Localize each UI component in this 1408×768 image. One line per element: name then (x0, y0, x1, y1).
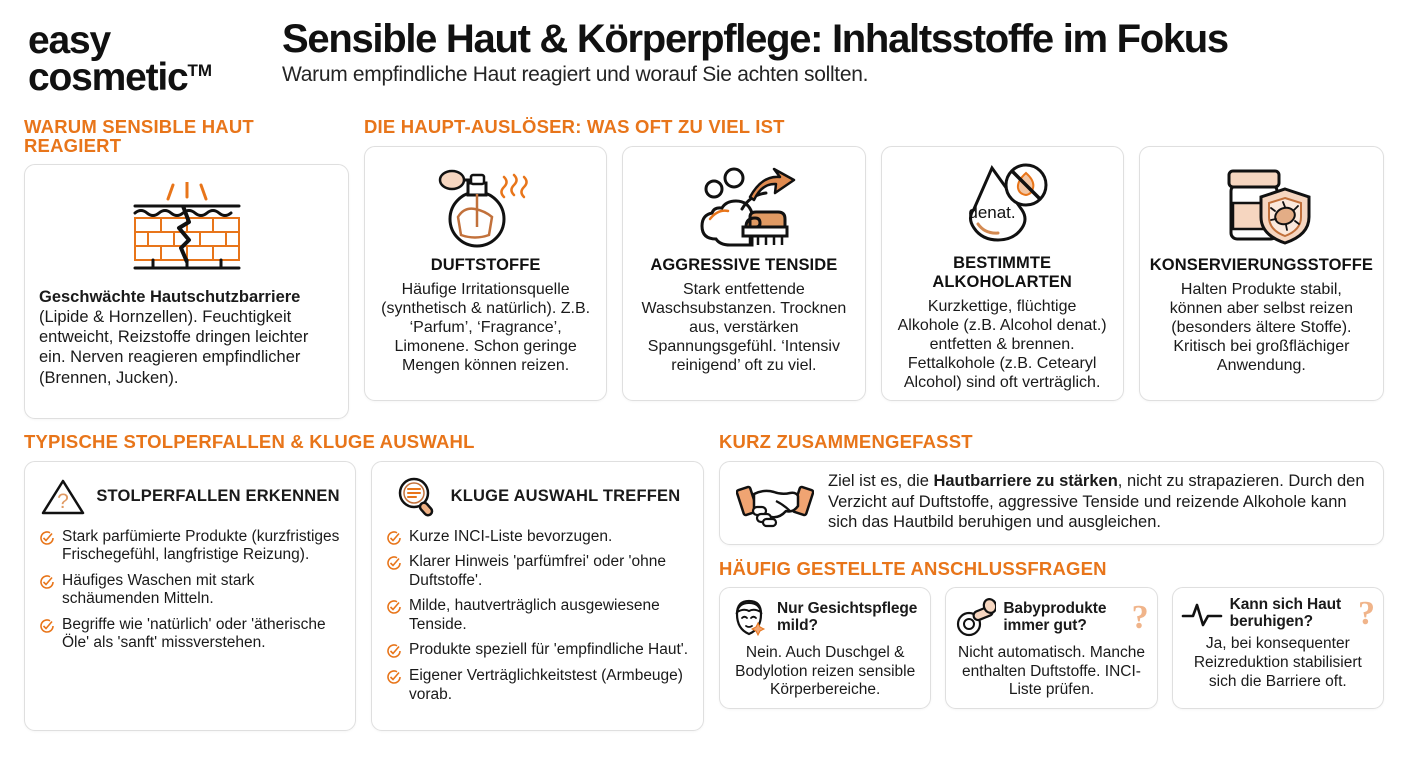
section-main-triggers (364, 118, 1384, 419)
card-summary-text (828, 471, 1367, 533)
faq-answer: Nein. Auch Duschgel & Bodylotion reizen sensible Körperbereiche. (735, 644, 916, 699)
list-item-text: Stark parfümierte Produkte (kurzfristiges Frischegefühl, langfristige Reizung). (62, 527, 340, 564)
list-item (386, 553, 689, 590)
card-summary (719, 461, 1384, 545)
faq-header (728, 597, 922, 639)
card-faq-baby-products (945, 587, 1157, 709)
brand-logo (24, 14, 282, 100)
question-mark-icon: ? (1131, 599, 1149, 637)
pitfalls-list (39, 528, 341, 654)
trigger-card-list (364, 146, 1384, 401)
card-skin-barrier-rest: (Lipide & Hornzellen). Feuchtigkeit entweicht, Reizstoffe dringen leichter ein. Nerven reagieren empfindlicher (Brennen, Jucken). (39, 308, 309, 387)
list-item (39, 572, 341, 609)
svg-text:denat.: denat. (968, 202, 1016, 222)
section-title-pitfalls: TYPISCHE STOLPERFALLEN & KLUGE AUSWAHL (24, 431, 475, 452)
card-aggressive-surfactants (622, 146, 865, 401)
card-fragrances-title: DUFTSTOFFE (430, 255, 541, 274)
card-smart-choice-title: KLUGE AUSWAHL TREFFEN (450, 487, 681, 505)
list-item-text: Begriffe wie 'natürlich' oder 'ätherische Öle' als 'sanft' missverstehen. (62, 615, 326, 652)
check-circle-icon (39, 618, 55, 653)
faq-answer: Ja, bei konsequenter Reizreduktion stabilisiert sich die Barriere oft. (1193, 635, 1362, 690)
cracked-brick-wall-icon (39, 178, 334, 278)
card-smart-choice-header (386, 473, 689, 521)
card-pitfalls-header (39, 473, 341, 521)
list-item (386, 597, 689, 634)
faq-question: Babyprodukte immer gut? (1003, 600, 1107, 634)
card-aggressive-surfactants-body: Stark entfettende Waschsubstanzen. Trocknen aus, verstärken Spannungsgefühl. ‘Intensiv reinigend’ oft zu viel. (641, 280, 847, 375)
list-item (39, 528, 341, 565)
check-circle-icon (386, 669, 402, 704)
alcohol-denat-droplet-icon (892, 160, 1113, 250)
list-item-text: Häufiges Waschen mit stark schäumenden Mitteln. (62, 571, 255, 608)
card-alcohol-types-body: Kurzkettige, flüchtige Alkohole (z.B. Alcohol denat.) entfetten & brennen. Fettalkohole (z.B. Cetearyl Alcohol) sind oft verträglich. (897, 297, 1107, 392)
card-preservatives-body: Halten Produkte stabil, können aber selbst reizen (besonders ältere Stoffe). Kritisch bei großflächiger Anwendung. (1169, 280, 1353, 375)
check-circle-icon (386, 555, 402, 590)
list-item (39, 616, 341, 653)
page-title: Sensible Haut & Körperpflege: Inhaltsstoffe im Fokus (282, 17, 1228, 61)
trademark-symbol: TM (187, 61, 213, 81)
list-item-text: Klarer Hinweis 'parfümfrei' oder 'ohne Duftstoffe'. (409, 553, 666, 589)
svg-text:?: ? (57, 489, 70, 513)
faq-header (1181, 594, 1375, 632)
card-preservatives (1139, 146, 1384, 401)
brand-line-1: easy (28, 19, 110, 62)
card-preservatives-title: KONSERVIERUNGSSTOFFE (1149, 255, 1374, 274)
summary-part-1: Ziel ist es, die (828, 472, 934, 491)
card-skin-barrier-text (39, 287, 334, 388)
check-circle-icon (39, 574, 55, 609)
faq-answer: Nicht automatisch. Manche enthalten Duftstoffe. INCI-Liste prüfen. (958, 644, 1145, 699)
faq-question: Nur Gesichtspflege mild? (777, 600, 918, 634)
row-pitfalls-and-summary (24, 433, 1384, 731)
list-item (386, 667, 689, 704)
section-pitfalls-and-choice (24, 433, 704, 731)
card-faq-skin-calming (1172, 587, 1384, 709)
handshake-icon (736, 474, 814, 530)
heartbeat-pulse-icon (1181, 599, 1223, 629)
section-title-why: WARUM SENSIBLE HAUT REAGIERT (24, 116, 254, 156)
header-text (282, 14, 1228, 87)
warning-triangle-question-icon (40, 477, 86, 517)
section-title-triggers: DIE HAUPT-AUSLÖSER: WAS OFT ZU VIEL IST (364, 116, 785, 137)
card-alcohol-types-title: BESTIMMTE ALKOHOLARTEN (932, 253, 1072, 291)
list-item (386, 528, 689, 547)
check-circle-icon (386, 599, 402, 634)
page-header (24, 0, 1384, 118)
card-aggressive-surfactants-title: AGGRESSIVE TENSIDE (650, 255, 838, 274)
face-care-icon (728, 597, 770, 639)
list-item-text: Produkte speziell für 'empfindliche Haut'. (409, 641, 689, 659)
card-faq-face-care (719, 587, 931, 709)
card-alcohol-types (881, 146, 1124, 401)
row-causes-and-triggers (24, 118, 1384, 419)
faq-header (954, 597, 1148, 639)
section-title-faq: HÄUFIG GESTELLTE ANSCHLUSSFRAGEN (719, 557, 1107, 579)
list-item-text: Kurze INCI-Liste bevorzugen. (409, 527, 613, 545)
check-circle-icon (386, 530, 402, 547)
magnifier-list-icon (395, 476, 441, 518)
summary-bold: Hautbarriere zu stärken (933, 472, 1118, 491)
list-item (386, 641, 689, 660)
faq-question: Kann sich Haut beruhigen? (1229, 596, 1342, 630)
card-skin-barrier-lead: Geschwächte Hautschutzbarriere (39, 288, 301, 306)
page-subtitle: Warum empfindliche Haut reagiert und worauf Sie achten sollten. (282, 63, 869, 87)
summary-part-2: , nicht zu strapazieren. Durch den Verzicht auf Duftstoffe, aggressive Tenside und reizende Alkohole kann sich das Hautbild beruhigen und ausgleichen. (828, 472, 1365, 532)
perfume-bottle-icon (375, 160, 596, 252)
faq-card-list (719, 587, 1384, 709)
question-mark-icon: ? (1357, 594, 1375, 632)
section-why-sensitive-skin (24, 118, 349, 419)
check-circle-icon (386, 643, 402, 660)
smart-choice-list (386, 528, 689, 705)
section-title-summary: KURZ ZUSAMMENGEFASST (719, 431, 973, 452)
scrub-brush-foam-icon (633, 160, 854, 252)
check-circle-icon (39, 530, 55, 565)
pacifier-icon (954, 597, 996, 639)
card-pitfalls-title: STOLPERFALLEN ERKENNEN (96, 487, 340, 505)
card-smart-choice (371, 461, 704, 731)
brand-line-2: cosmetic™ (28, 56, 213, 100)
section-summary-and-faq (719, 433, 1384, 731)
card-fragrances-body: Häufige Irritationsquelle (synthetisch & natürlich). Z.B. ‘Parfum’, ‘Fragrance’, Limonene. Schon geringe Mengen können reizen. (381, 280, 591, 375)
list-item-text: Eigener Verträglichkeitstest (Armbeuge) vorab. (409, 667, 683, 703)
card-fragrances (364, 146, 607, 401)
card-skin-barrier (24, 164, 349, 419)
card-pitfalls (24, 461, 356, 731)
list-item-text: Milde, hautverträglich ausgewiesene Tenside. (409, 597, 660, 633)
preservative-jar-shield-icon (1150, 160, 1373, 252)
